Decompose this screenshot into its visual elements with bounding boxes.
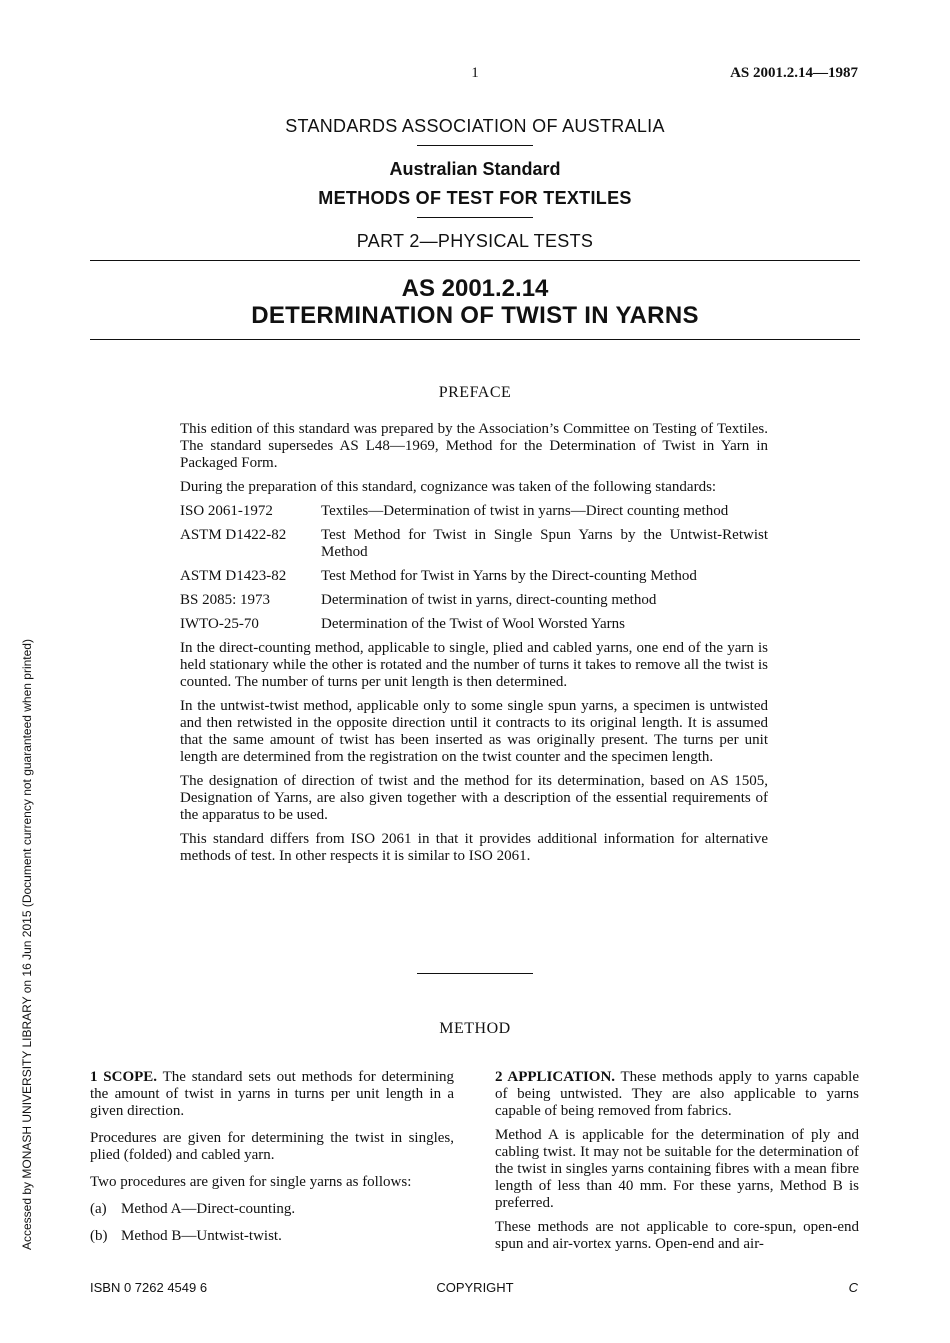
standard-code: AS 2001.2.14—1987 — [730, 65, 858, 81]
document-number: AS 2001.2.14 — [401, 275, 549, 302]
document-title: DETERMINATION OF TWIST IN YARNS — [251, 302, 699, 329]
reference-standard-row — [180, 503, 768, 520]
reference-standard-title: Textiles—Determination of twist in yarns—Direct counting method — [321, 503, 729, 519]
divider-long — [90, 260, 860, 261]
list-item — [90, 1228, 454, 1245]
reference-standard-row — [180, 592, 768, 609]
page-letter: C — [848, 1280, 858, 1295]
list-item-label: (a) — [90, 1201, 107, 1217]
application-text: These methods apply to yarns capable of being untwisted. They are also applicable to yarns capable of being removed from fabrics. — [495, 1069, 860, 1119]
standard-type: Australian Standard — [389, 159, 561, 179]
reference-standard-row — [180, 568, 768, 585]
list-item — [90, 1201, 454, 1218]
preface-heading: PREFACE — [438, 384, 512, 401]
isbn: ISBN 0 7262 4549 6 — [90, 1280, 208, 1295]
reference-standard-row — [180, 616, 768, 633]
preface-paragraph: The designation of direction of twist and the method for its determination, based on AS 1505, Designation of Yarns, are also given together with a description of the essential requirements of the apparatus to be used. — [180, 773, 768, 823]
application-paragraph: These methods are not applicable to core-spun, open-end spun and air-vortex yarns. Open-end and air- — [495, 1219, 859, 1252]
application-column — [495, 1069, 859, 1260]
scope-title: 1 SCOPE. — [90, 1069, 158, 1085]
application-paragraph: Method A is applicable for the determination of ply and cabling twist. It may not be suitable for the determination of the twist in singles yarns containing fibres with a mean fibre length of less than 40 mm. For these yarns, Method B is preferred. — [495, 1127, 859, 1211]
divider-short — [417, 145, 533, 146]
reference-standard-title: Test Method for Twist in Yarns by the Direct-counting Method — [321, 568, 697, 584]
divider-short — [417, 217, 533, 218]
access-watermark: Accessed by MONASH UNIVERSITY LIBRARY on 16 Jun 2015 (Document currency not guaranteed when printed) — [20, 639, 34, 1250]
part-title: PART 2—PHYSICAL TESTS — [356, 231, 594, 251]
method-heading: METHOD — [439, 1020, 511, 1037]
scope-column — [90, 1069, 454, 1255]
divider-long — [90, 339, 860, 340]
reference-standard-title: Determination of the Twist of Wool Worsted Yarns — [321, 616, 626, 632]
copyright: COPYRIGHT — [436, 1280, 514, 1295]
preface-paragraph: In the untwist-twist method, applicable only to some single spun yarns, a specimen is untwisted and then retwisted in the opposite direction until it contracts to its original length. It is assumed that the same amount of twist has been inserted as was originally present. The turns per unit length are determined from the registration on the twist counter and the specimen length. — [180, 698, 768, 765]
list-item-text: Method A—Direct-counting. — [121, 1201, 296, 1217]
scope-paragraph: Procedures are given for determining the twist in singles, plied (folded) and cabled yarn. — [90, 1130, 454, 1163]
reference-standard-row — [180, 527, 768, 561]
reference-standard-code: IWTO-25-70 — [180, 616, 259, 632]
preface-paragraph: During the preparation of this standard, cognizance was taken of the following standards: — [180, 479, 717, 495]
preface-paragraph: In the direct-counting method, applicable to single, plied and cabled yarns, one end of the yarn is held stationary while the other is rotated and the number of turns it takes to remove all the twist is counted. The number of turns per unit length is then determined. — [180, 640, 768, 690]
application-title: 2 APPLICATION. — [495, 1069, 616, 1085]
reference-standard-title: Determination of twist in yarns, direct-counting method — [321, 592, 657, 608]
list-item-label: (b) — [90, 1228, 108, 1244]
list-item-text: Method B—Untwist-twist. — [121, 1228, 282, 1244]
reference-standard-code: ASTM D1422-82 — [180, 527, 287, 543]
application-paragraph — [495, 1069, 859, 1120]
reference-standard-code: BS 2085: 1973 — [180, 592, 271, 608]
section-divider — [417, 973, 533, 974]
scope-paragraph: Two procedures are given for single yarns as follows: — [90, 1174, 412, 1190]
reference-standard-code: ASTM D1423-82 — [180, 568, 287, 584]
reference-standard-title: Test Method for Twist in Single Spun Yarns by the Untwist-Retwist Method — [321, 527, 768, 560]
series-title: METHODS OF TEST FOR TEXTILES — [318, 188, 632, 208]
preface-paragraph: This edition of this standard was prepared by the Association’s Committee on Testing of Textiles. The standard supersedes AS L48—1969, Method for the Determination of Twist in Yarn in Packaged Form. — [180, 421, 768, 471]
page-number: 1 — [471, 65, 479, 81]
scope-text: The standard sets out methods for determining the amount of twist in yarns in turns per unit length in a given direction. — [90, 1069, 454, 1119]
scope-paragraph — [90, 1069, 454, 1120]
preface-body — [180, 421, 768, 872]
association-name: STANDARDS ASSOCIATION OF AUSTRALIA — [285, 116, 665, 136]
reference-standard-code: ISO 2061-1972 — [180, 503, 273, 519]
preface-paragraph: This standard differs from ISO 2061 in that it provides additional information for alternative methods of test. In other respects it is similar to ISO 2061. — [180, 831, 768, 864]
